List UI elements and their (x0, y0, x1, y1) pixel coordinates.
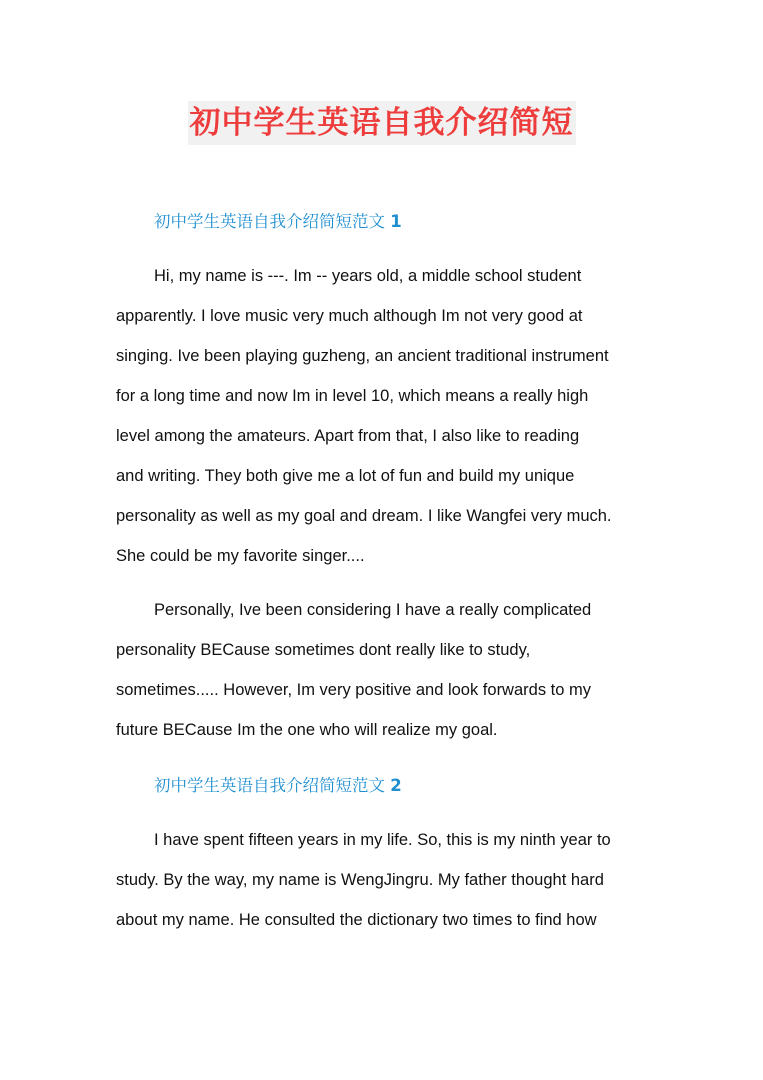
text-line: study. By the way, my name is WengJingru. My father thought hard (116, 871, 604, 889)
text-line: sometimes..... However, Im very positive and look forwards to my (116, 681, 591, 699)
paragraph (116, 590, 656, 750)
text-line: level among the amateurs. Apart from that, I also like to reading (116, 427, 580, 445)
text-line: personality BECause sometimes dont really like to study, (116, 641, 531, 659)
text-line: about my name. He consulted the dictionary two times to find how (116, 911, 597, 929)
text-line: for a long time and now Im in level 10, which means a really high (116, 387, 589, 405)
page-title: 初中学生英语自我介绍简短 (188, 101, 576, 145)
section-heading-text: 初中学生英语自我介绍简短范文 (154, 212, 385, 231)
paragraph (116, 820, 656, 940)
text-line: She could be my favorite singer.... (116, 547, 365, 565)
text-line: personality as well as my goal and dream. I like Wangfei very much. (116, 507, 612, 525)
text-line: I have spent fifteen years in my life. So, this is my ninth year to (154, 831, 611, 849)
section-heading-text: 初中学生英语自我介绍简短范文 (154, 776, 385, 795)
section-heading-number: 2 (390, 776, 402, 795)
text-line: Hi, my name is ---. Im -- years old, a middle school student (154, 267, 582, 285)
title-container (0, 101, 763, 145)
section-heading-2 (154, 774, 402, 798)
text-line: apparently. I love music very much although Im not very good at (116, 307, 583, 325)
paragraph (116, 256, 656, 576)
section-heading-1 (154, 210, 402, 234)
text-line: future BECause Im the one who will realize my goal. (116, 721, 498, 739)
text-line: Personally, Ive been considering I have a really complicated (154, 601, 592, 619)
text-line: singing. Ive been playing guzheng, an ancient traditional instrument (116, 347, 609, 365)
text-line: and writing. They both give me a lot of fun and build my unique (116, 467, 575, 485)
section-heading-number: 1 (390, 212, 402, 231)
